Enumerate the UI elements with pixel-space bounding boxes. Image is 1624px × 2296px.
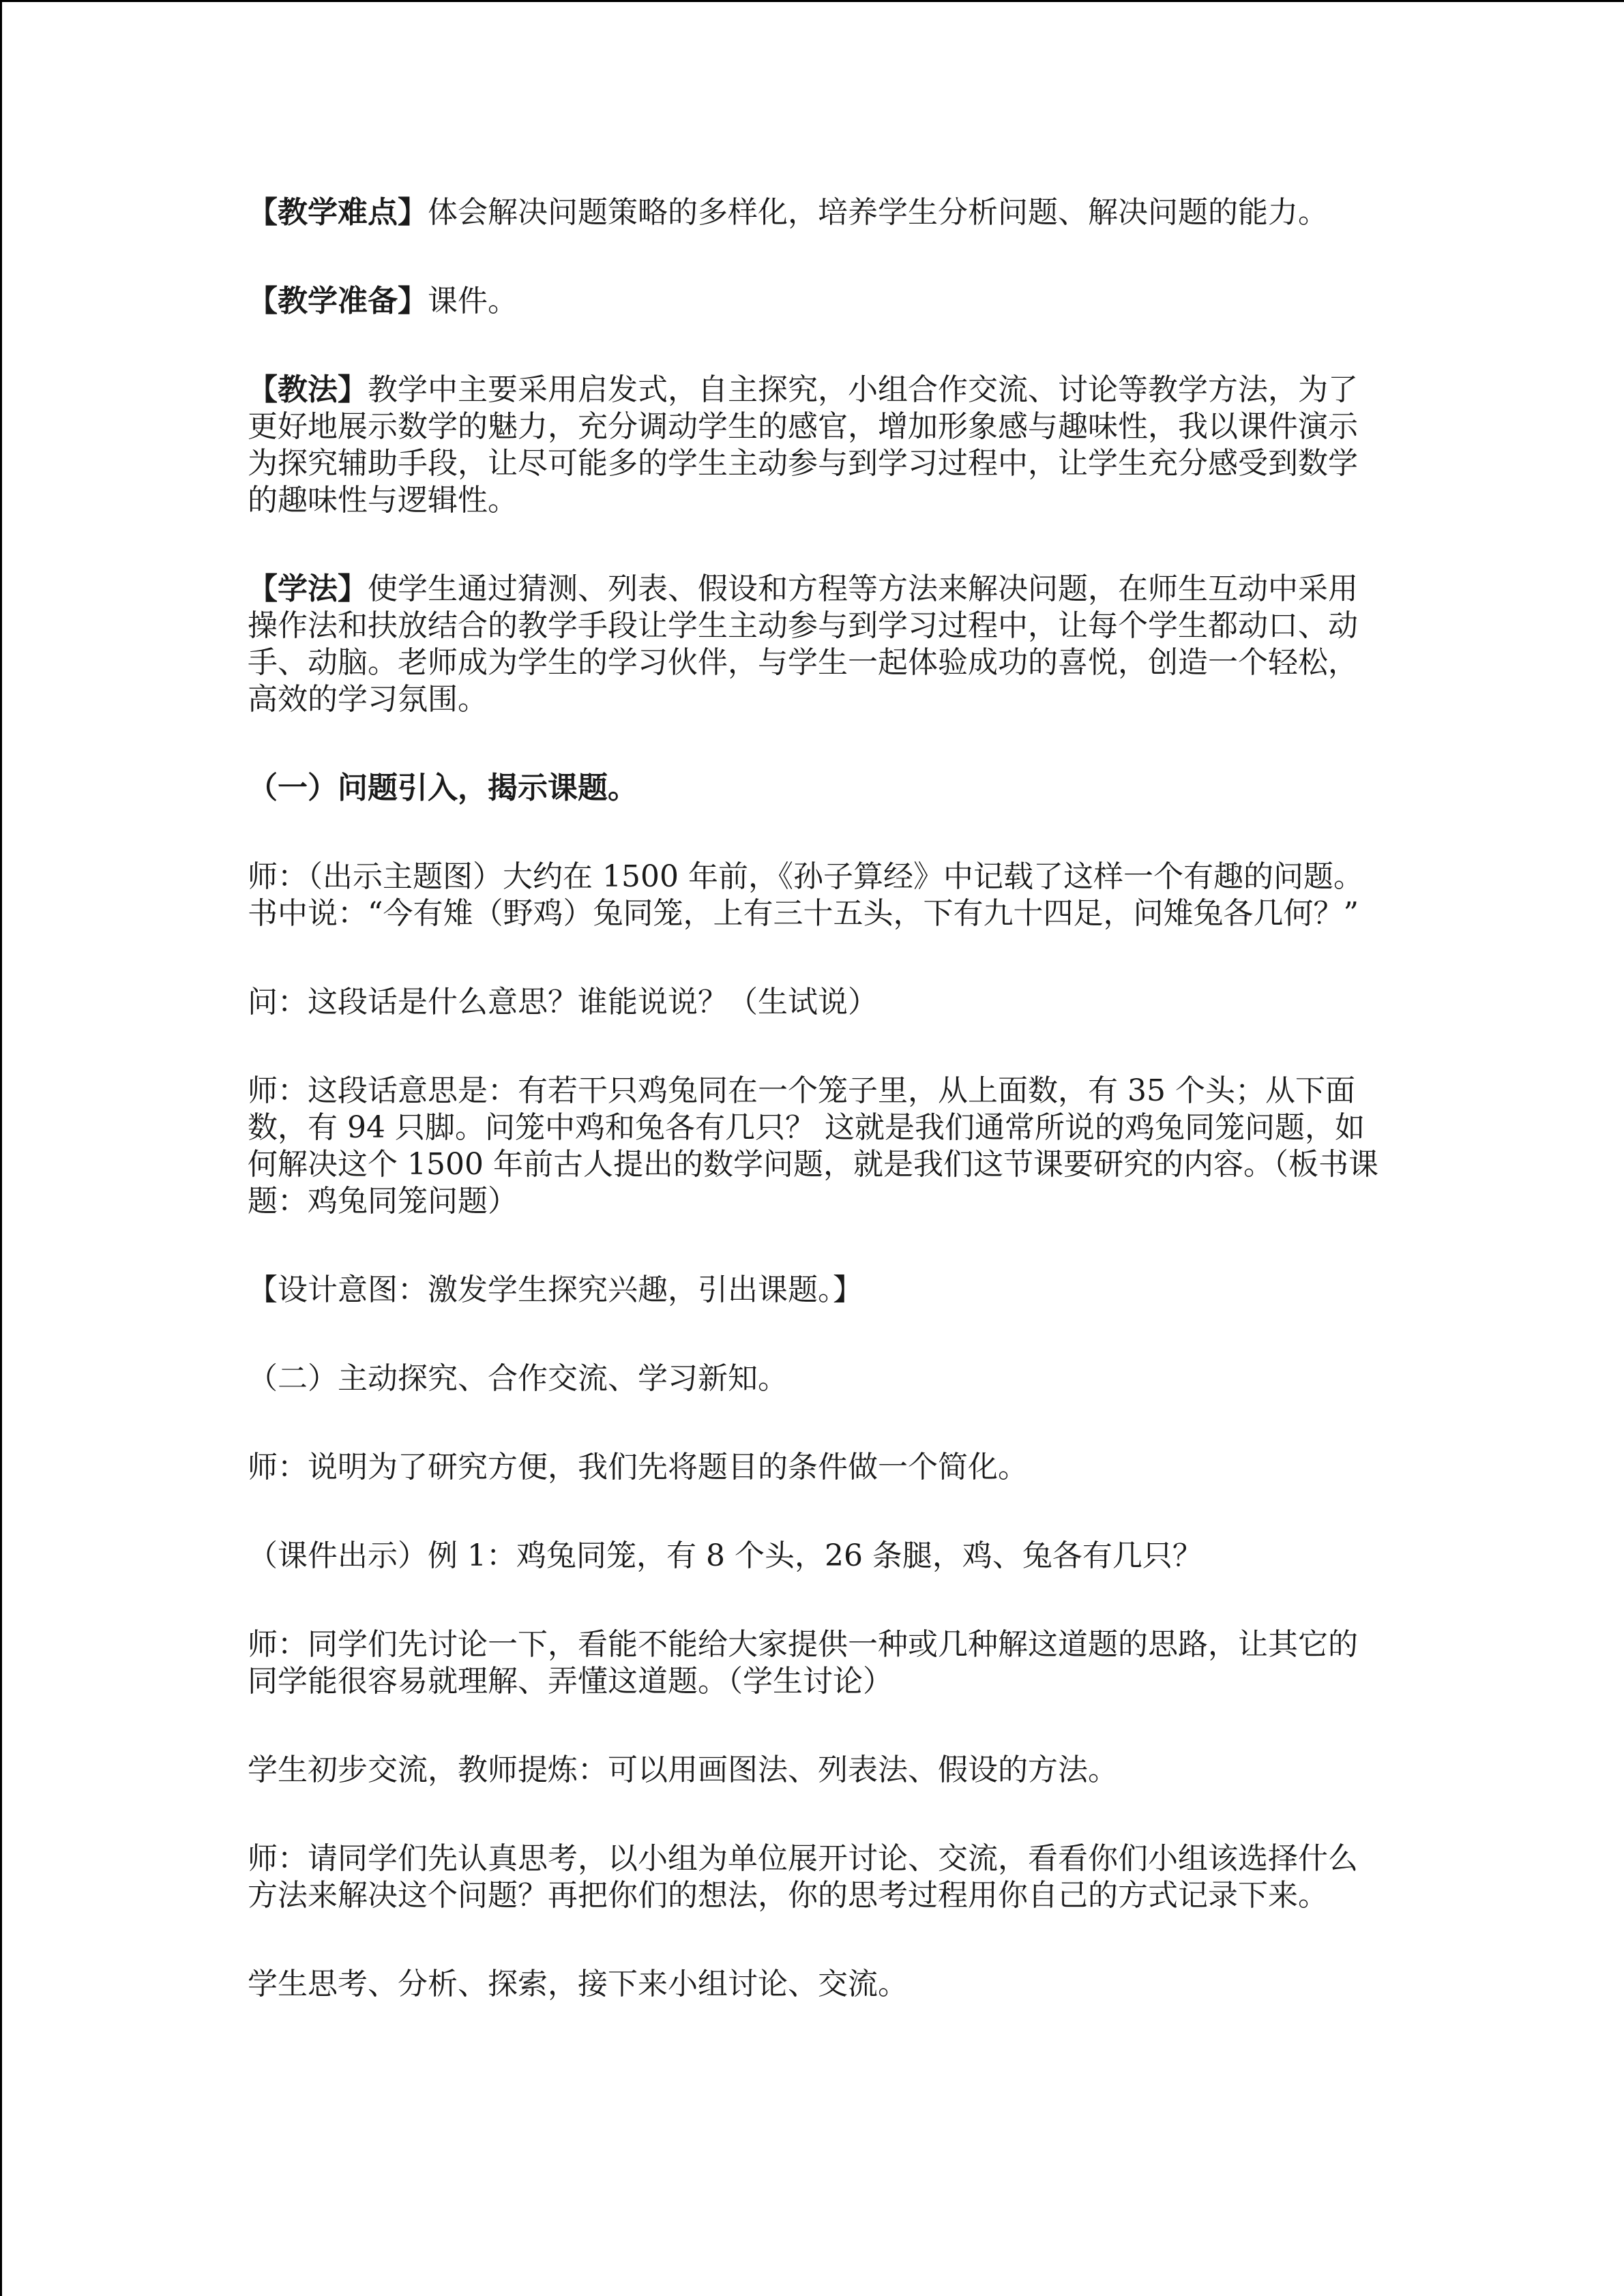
paragraph-teacher-intro <box>248 859 1380 932</box>
paragraph-label: 【教学难点】 <box>248 195 428 230</box>
paragraph-text: 师：这段话意思是：有若干只鸡兔同在一个笼子里，从上面数，有 35 个头；从下面数，有 94 只脚。问笼中鸡和兔各有几只？ 这就是我们通常所说的鸡兔同笼问题，如何解决这个 1500 年前古人提出的数学问题，就是我们这节课要研究的内容。（板书课题：鸡兔同笼问题） <box>248 1073 1378 1219</box>
paragraph-teacher-discuss <box>248 1626 1380 1700</box>
paragraph-design-intent <box>248 1272 1380 1309</box>
document-body <box>248 194 1380 2055</box>
paragraph-text: （课件出示）例 1：鸡兔同笼，有 8 个头，26 条腿，鸡、兔各有几只？ <box>248 1538 1202 1573</box>
section-heading-2 <box>248 1360 1380 1397</box>
paragraph-text: 体会解决问题策略的多样化，培养学生分析问题、解决问题的能力。 <box>428 195 1328 230</box>
paragraph-student-think <box>248 1966 1380 2003</box>
paragraph-question <box>248 984 1380 1021</box>
paragraph-text: （二）主动探究、合作交流、学习新知。 <box>248 1361 788 1396</box>
paragraph-teacher-explanation <box>248 1073 1380 1220</box>
paragraph-text: 学生初步交流，教师提炼：可以用画图法、列表法、假设的方法。 <box>248 1753 1118 1787</box>
paragraph-text: 师：（出示主题图）大约在 1500 年前，《孙子算经》中记载了这样一个有趣的问题。书中说：“今有雉（野鸡）兔同笼，上有三十五头，下有九十四足，问雉兔各几何？” <box>248 859 1363 931</box>
paragraph-teacher-simplify <box>248 1449 1380 1486</box>
paragraph-text: 课件。 <box>428 284 518 318</box>
paragraph-teacher-group <box>248 1840 1380 1914</box>
section-heading-1 <box>248 770 1380 807</box>
paragraph-text: 教学中主要采用启发式，自主探究，小组合作交流、讨论等教学方法，为了更好地展示数学的魅力，充分调动学生的感官，增加形象感与趣味性，我以课件演示为探究辅助手段，让尽可能多的学生主动参与到学习过程中，让学生充分感受到数学的趣味性与逻辑性。 <box>248 372 1358 518</box>
paragraph-label: 【教学准备】 <box>248 284 428 318</box>
paragraph-teaching-difficulty <box>248 194 1380 231</box>
paragraph-text: 师：说明为了研究方便，我们先将题目的条件做一个简化。 <box>248 1450 1028 1485</box>
paragraph-text: 【设计意图：激发学生探究兴趣，引出课题。】 <box>248 1272 863 1307</box>
paragraph-label: 【学法】 <box>248 571 368 606</box>
paragraph-text: 学生思考、分析、探索，接下来小组讨论、交流。 <box>248 1967 908 2001</box>
paragraph-example-1 <box>248 1538 1380 1575</box>
paragraph-teaching-method <box>248 372 1380 519</box>
paragraph-student-exchange <box>248 1752 1380 1789</box>
paragraph-text: 问：这段话是什么意思？谁能说说？（生试说） <box>248 985 878 1019</box>
paragraph-label: 【教法】 <box>248 372 368 407</box>
paragraph-text: 师：请同学们先认真思考，以小组为单位展开讨论、交流，看看你们小组该选择什么方法来解决这个问题？再把你们的想法，你的思考过程用你自己的方式记录下来。 <box>248 1841 1358 1913</box>
paragraph-text: 使学生通过猜测、列表、假设和方程等方法来解决问题，在师生互动中采用操作法和扶放结合的教学手段让学生主动参与到学习过程中，让每个学生都动口、动手、动脑。老师成为学生的学习伙伴，与学生一起体验成功的喜悦，创造一个轻松，高效的学习氛围。 <box>248 571 1358 717</box>
paragraph-learning-method <box>248 571 1380 718</box>
paragraph-teaching-preparation <box>248 283 1380 320</box>
section-heading-text: （一）问题引入，揭示课题。 <box>248 771 638 805</box>
paragraph-text: 师：同学们先讨论一下，看能不能给大家提供一种或几种解这道题的思路，让其它的同学能很容易就理解、弄懂这道题。（学生讨论） <box>248 1627 1358 1699</box>
